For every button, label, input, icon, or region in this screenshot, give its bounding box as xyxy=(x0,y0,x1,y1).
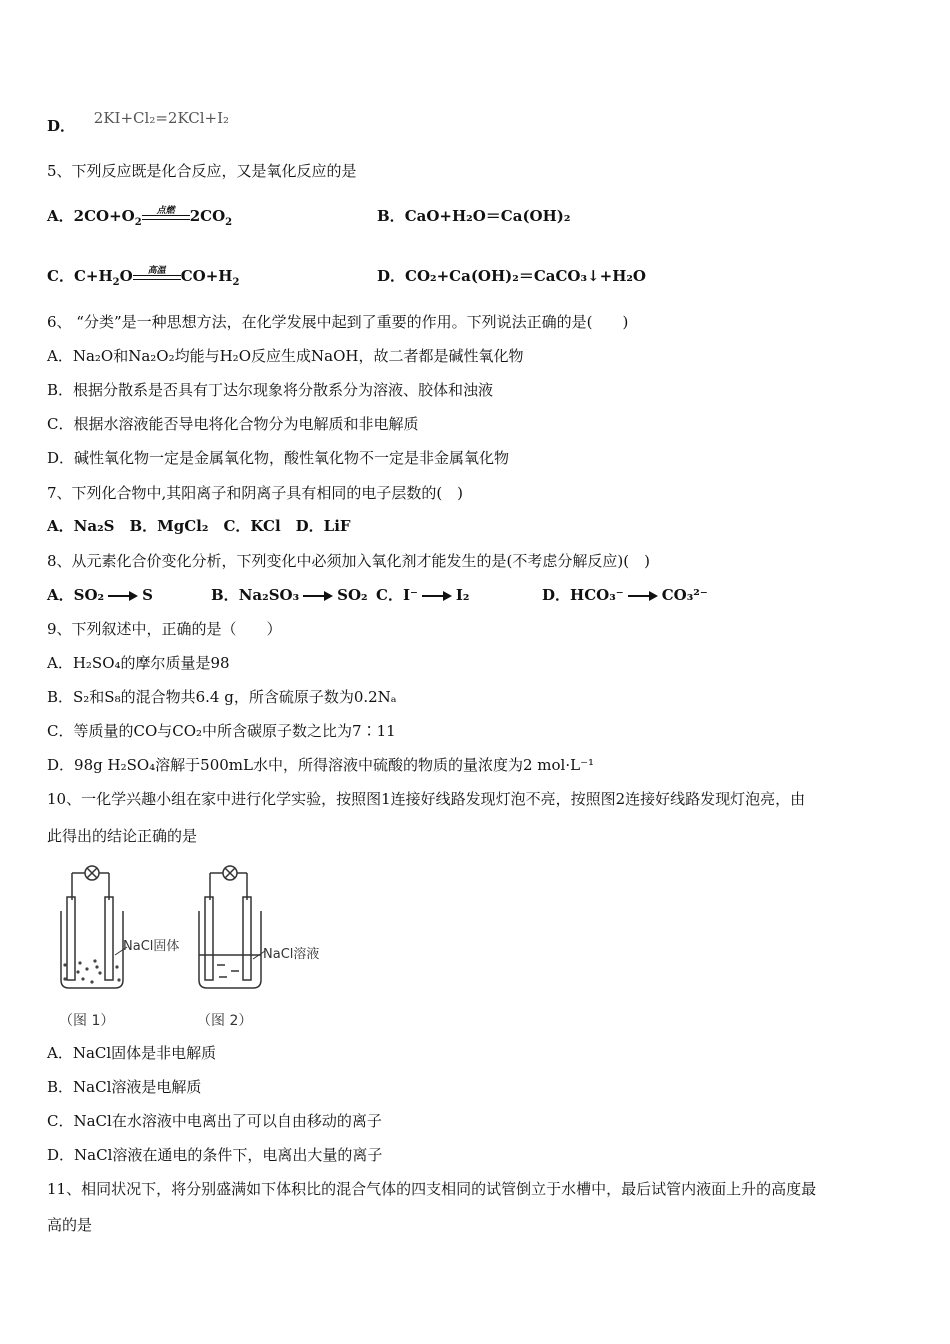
equation: 2KI+Cl₂=2KCl+I₂ xyxy=(93,109,230,127)
equation: CaO+H₂O＝Ca(OH)₂ xyxy=(404,207,571,225)
q9-option-c: C．等质量的CO与CO₂中所含碳原子数之比为7∶11 xyxy=(47,722,396,740)
from-species: Na₂SO₃ xyxy=(238,586,300,604)
to-species: S xyxy=(142,586,153,604)
q11-stem-line2: 高的是 xyxy=(47,1216,93,1234)
q5-option-a xyxy=(47,206,232,233)
figure-2-apparatus xyxy=(199,866,261,988)
q9-option-b: B．S₂和S₈的混合物共6.4 g，所含硫原子数为0.2Nₐ xyxy=(47,688,397,706)
q10-stem-line1: 10、一化学兴趣小组在家中进行化学实验，按照图1连接好线路发现灯泡不亮，按照图2连接好线路发现灯泡亮，由 xyxy=(47,790,806,808)
q5-option-c xyxy=(47,266,239,293)
fig1-caption: （图 1） xyxy=(59,1013,115,1029)
subscript: 2 xyxy=(112,277,120,288)
option-label: A． xyxy=(47,586,74,604)
option-label: B． xyxy=(377,207,405,225)
from-species: I⁻ xyxy=(402,586,418,604)
q7-options: A．Na₂S B．MgCl₂ C．KCl D．LiF xyxy=(47,517,351,535)
q6-option-b: B．根据分散系是否具有丁达尔现象将分散系分为溶液、胶体和浊液 xyxy=(47,381,494,399)
fig2-label: NaCl溶液 xyxy=(263,947,320,962)
q8-option-b xyxy=(211,585,368,605)
q6-option-d: D．碱性氧化物一定是金属氧化物，酸性氧化物不一定是非金属氧化物 xyxy=(47,449,510,467)
q10-figure xyxy=(47,855,347,1035)
q6-option-a: A．Na₂O和Na₂O₂均能与H₂O反应生成NaOH，故二者都是碱性氧化物 xyxy=(47,347,524,365)
q10-option-d: D．NaCl溶液在通电的条件下，电离出大量的离子 xyxy=(47,1146,383,1164)
q7-stem: 7、下列化合物中,其阳离子和阴离子具有相同的电子层数的( ) xyxy=(47,484,464,502)
condition-text: 高温 xyxy=(147,266,166,276)
q6-option-c: C．根据水溶液能否导电将化合物分为电解质和非电解质 xyxy=(47,415,419,433)
option-label: D． xyxy=(47,117,76,135)
arrow-icon xyxy=(628,591,658,601)
q9-option-a: A．H₂SO₄的摩尔质量是98 xyxy=(47,654,230,672)
arrow-icon xyxy=(422,591,452,601)
q5-option-b xyxy=(377,206,570,226)
option-label: D． xyxy=(542,586,571,604)
arrow-icon xyxy=(108,591,138,601)
to-species: I₂ xyxy=(455,586,470,604)
subscript: 2 xyxy=(134,217,142,228)
option-label: C． xyxy=(376,586,403,604)
q9-option-d: D．98g H₂SO₄溶解于500mL水中，所得溶液中硫酸的物质的量浓度为2 mol·L⁻¹ xyxy=(47,756,595,774)
q10-option-c: C．NaCl在水溶液中电离出了可以自由移动的离子 xyxy=(47,1112,382,1130)
q5-option-d xyxy=(377,266,646,286)
option-label: B． xyxy=(211,586,239,604)
from-species: SO₂ xyxy=(73,586,105,604)
option-label: C． xyxy=(47,267,74,285)
to-species: SO₂ xyxy=(337,586,368,604)
q9-stem: 9、下列叙述中，正确的是（ ） xyxy=(47,620,282,638)
q8-option-a xyxy=(47,585,153,605)
condition-arrow xyxy=(133,267,181,287)
subscript: 2 xyxy=(232,277,240,288)
q8-stem: 8、从元素化合价变化分析，下列变化中必须加入氧化剂才能发生的是(不考虑分解反应)( ) xyxy=(47,552,650,570)
q10-stem-line2: 此得出的结论正确的是 xyxy=(47,827,198,845)
q6-stem: 6、 “分类”是一种思想方法，在化学发展中起到了重要的作用。下列说法正确的是( ) xyxy=(47,313,629,331)
reactants-tail: O xyxy=(119,267,133,285)
subscript: 2 xyxy=(225,217,233,228)
q10-option-b: B．NaCl溶液是电解质 xyxy=(47,1078,202,1096)
q8-option-d xyxy=(542,585,708,605)
to-species: CO₃²⁻ xyxy=(661,586,708,604)
q4-option-d xyxy=(47,108,230,135)
condition-arrow xyxy=(142,207,190,227)
q8-option-c xyxy=(376,585,469,605)
q5-stem: 5、下列反应既是化合反应，又是氧化反应的是 xyxy=(47,162,357,180)
products: CO+H xyxy=(180,267,233,285)
equation: CO₂+Ca(OH)₂＝CaCO₃↓+H₂O xyxy=(405,267,646,285)
from-species: HCO₃⁻ xyxy=(570,586,624,604)
fig1-label: NaCl固体 xyxy=(123,939,180,954)
option-label: A． xyxy=(47,207,74,225)
q11-stem-line1: 11、相同状况下，将分别盛满如下体积比的混合气体的四支相同的试管倒立于水槽中，最后试管内液面上升的高度最 xyxy=(47,1180,817,1198)
figure-1-apparatus xyxy=(61,866,123,988)
condition-text: 点燃 xyxy=(156,206,175,216)
reactants: 2CO+O xyxy=(73,207,135,225)
reactants: C+H xyxy=(73,267,113,285)
arrow-icon xyxy=(303,591,333,601)
q10-option-a: A．NaCl固体是非电解质 xyxy=(47,1044,217,1062)
option-label: D． xyxy=(377,267,406,285)
fig2-caption: （图 2） xyxy=(197,1013,253,1029)
products: 2CO xyxy=(189,207,226,225)
